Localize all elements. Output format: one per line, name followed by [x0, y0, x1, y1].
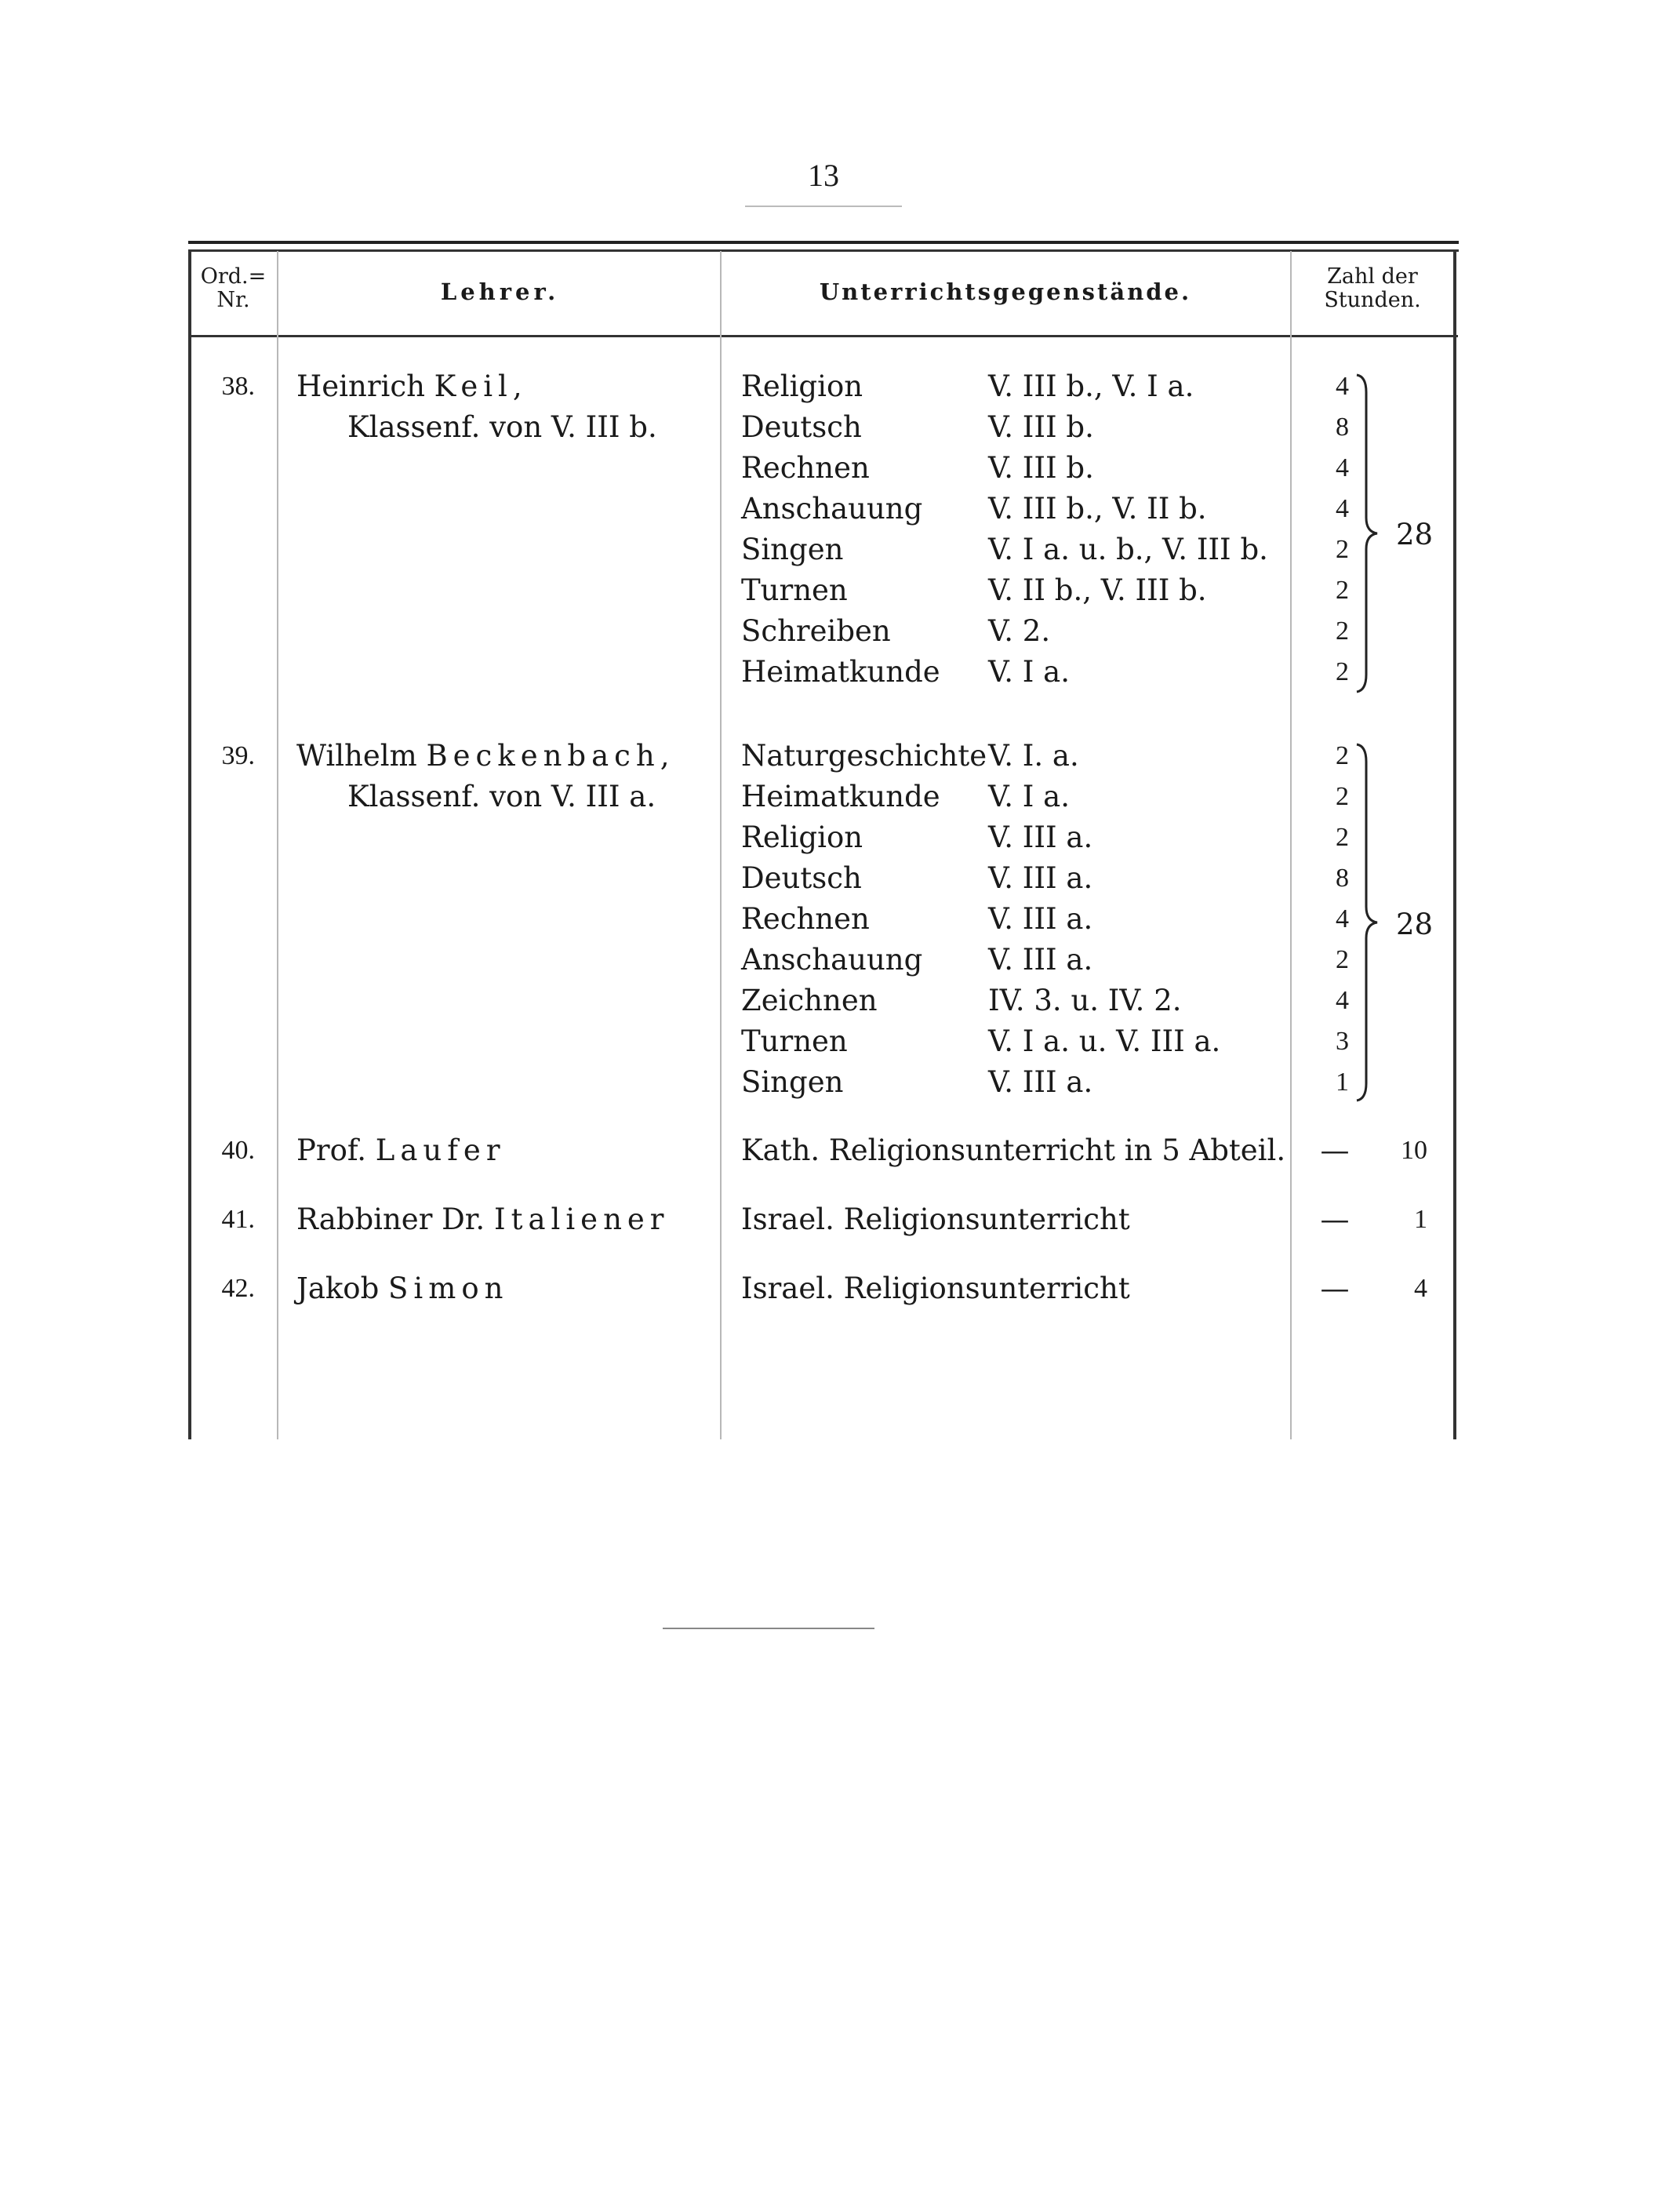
- row-40-nr: 40.: [221, 1136, 255, 1165]
- row-40-subject: Kath. Religionsunterricht in 5 Abteil.: [741, 1133, 1286, 1167]
- subject-38-1: Religion: [741, 369, 863, 403]
- row-40-name: [296, 1133, 506, 1168]
- row-42-first-name: Jakob: [296, 1272, 380, 1305]
- hours-39-4: 8: [1336, 864, 1349, 893]
- subject-39-1: Naturgeschichte: [741, 739, 987, 773]
- row-41-last-name: Italiener: [493, 1202, 670, 1236]
- hours-38-2: 8: [1336, 413, 1349, 442]
- classes-39-9: V. III a.: [988, 1065, 1093, 1099]
- row-41-total: 1: [1414, 1205, 1427, 1234]
- row-39-last-name: Beckenbach,: [426, 739, 675, 773]
- row-42-total: 4: [1414, 1274, 1427, 1303]
- classes-38-2: V. III b.: [988, 410, 1094, 444]
- hours-38-1: 4: [1336, 372, 1349, 401]
- row-41-first-name: Rabbiner Dr.: [296, 1202, 485, 1236]
- header-ord-line2: Nr.: [216, 288, 250, 312]
- hours-39-7: 4: [1336, 986, 1349, 1015]
- hours-38-5: 2: [1336, 535, 1349, 564]
- header-stunden: [1294, 265, 1451, 312]
- subject-39-4: Deutsch: [741, 861, 862, 895]
- row-39-brace: [1351, 738, 1382, 1107]
- subject-39-5: Rechnen: [741, 902, 870, 936]
- subject-38-5: Singen: [741, 533, 844, 566]
- row-40-first-name: Prof.: [296, 1133, 366, 1167]
- row-38-nr: 38.: [221, 372, 255, 401]
- row-38-last-name: Keil,: [434, 369, 528, 403]
- row-38-brace: [1351, 369, 1382, 698]
- header-ord-nr: [192, 265, 274, 312]
- row-42-nr: 42.: [221, 1274, 255, 1303]
- hours-39-9: 1: [1336, 1068, 1349, 1097]
- table-left-border: [188, 251, 191, 1439]
- hours-38-3: 4: [1336, 453, 1349, 482]
- header-stunden-line2: Stunden.: [1324, 288, 1421, 312]
- subject-38-3: Rechnen: [741, 451, 870, 485]
- subject-39-2: Heimatkunde: [741, 780, 940, 813]
- hours-39-3: 2: [1336, 823, 1349, 852]
- row-42-subject: Israel. Religionsunterricht: [741, 1272, 1130, 1305]
- subject-38-4: Anschauung: [741, 492, 923, 526]
- hours-39-8: 3: [1336, 1027, 1349, 1056]
- subject-38-2: Deutsch: [741, 410, 862, 444]
- row-40-total: 10: [1401, 1136, 1427, 1165]
- row-38-total: 28: [1396, 518, 1434, 551]
- column-divider-lehrer: [720, 251, 722, 1439]
- row-41-nr: 41.: [221, 1205, 255, 1234]
- row-38-role: Klassenf. von V. III b.: [347, 410, 657, 444]
- table-top-rule-inner: [188, 249, 1459, 252]
- subject-39-3: Religion: [741, 820, 863, 854]
- classes-39-3: V. III a.: [988, 820, 1093, 854]
- table-right-border: [1453, 251, 1456, 1439]
- row-39-first-name: Wilhelm: [296, 739, 417, 773]
- column-divider-subjects: [1290, 251, 1292, 1439]
- classes-38-7: V. 2.: [988, 614, 1051, 648]
- classes-38-1: V. III b., V. I a.: [988, 369, 1194, 403]
- header-gegenstaende: Unterrichtsgegenstände.: [819, 278, 1192, 305]
- classes-39-1: V. I. a.: [988, 739, 1079, 773]
- classes-39-5: V. III a.: [988, 902, 1093, 936]
- row-39-total: 28: [1396, 908, 1434, 941]
- page-number-rule: [745, 206, 902, 207]
- classes-39-8: V. I a. u. V. III a.: [988, 1024, 1221, 1058]
- page-number: 13: [808, 158, 839, 193]
- hours-39-5: 4: [1336, 904, 1349, 933]
- classes-39-2: V. I a.: [988, 780, 1070, 813]
- hours-39-2: 2: [1336, 782, 1349, 811]
- subject-38-8: Heimatkunde: [741, 655, 940, 689]
- hours-38-7: 2: [1336, 617, 1349, 646]
- row-42-last-name: Simon: [388, 1272, 509, 1305]
- row-41-subject: Israel. Religionsunterricht: [741, 1202, 1130, 1236]
- subject-39-6: Anschauung: [741, 943, 923, 977]
- classes-39-6: V. III a.: [988, 943, 1093, 977]
- header-rule: [190, 335, 1458, 337]
- subject-38-6: Turnen: [741, 573, 848, 607]
- header-lehrer: Lehrer.: [440, 278, 560, 305]
- row-39-name: [296, 739, 674, 773]
- classes-38-4: V. III b., V. II b.: [988, 492, 1207, 526]
- row-41-hours-dash: —: [1320, 1202, 1350, 1236]
- row-40-hours-dash: —: [1320, 1133, 1350, 1167]
- hours-38-4: 4: [1336, 494, 1349, 523]
- row-39-role: Klassenf. von V. III a.: [347, 780, 656, 813]
- row-38-first-name: Heinrich: [296, 369, 425, 403]
- classes-39-4: V. III a.: [988, 861, 1093, 895]
- header-stunden-line1: Zahl der: [1327, 264, 1418, 289]
- subject-39-8: Turnen: [741, 1024, 848, 1058]
- row-39-nr: 39.: [221, 741, 255, 770]
- row-38-name: [296, 369, 528, 404]
- classes-39-7: IV. 3. u. IV. 2.: [988, 984, 1182, 1017]
- header-ord-line1: Ord.=: [200, 264, 267, 289]
- row-41-name: [296, 1202, 670, 1237]
- row-42-hours-dash: —: [1320, 1272, 1350, 1305]
- row-40-last-name: Laufer: [375, 1133, 506, 1167]
- subject-39-7: Zeichnen: [741, 984, 878, 1017]
- hours-38-8: 2: [1336, 657, 1349, 686]
- classes-38-3: V. III b.: [988, 451, 1094, 485]
- table-top-rule: [188, 241, 1459, 244]
- hours-39-1: 2: [1336, 741, 1349, 770]
- hours-39-6: 2: [1336, 945, 1349, 974]
- classes-38-8: V. I a.: [988, 655, 1070, 689]
- classes-38-5: V. I a. u. b., V. III b.: [988, 533, 1268, 566]
- bottom-rule: [663, 1628, 874, 1629]
- subject-39-9: Singen: [741, 1065, 844, 1099]
- row-42-name: [296, 1272, 508, 1306]
- hours-38-6: 2: [1336, 576, 1349, 605]
- subject-38-7: Schreiben: [741, 614, 891, 648]
- column-divider-nr: [277, 251, 278, 1439]
- classes-38-6: V. II b., V. III b.: [988, 573, 1207, 607]
